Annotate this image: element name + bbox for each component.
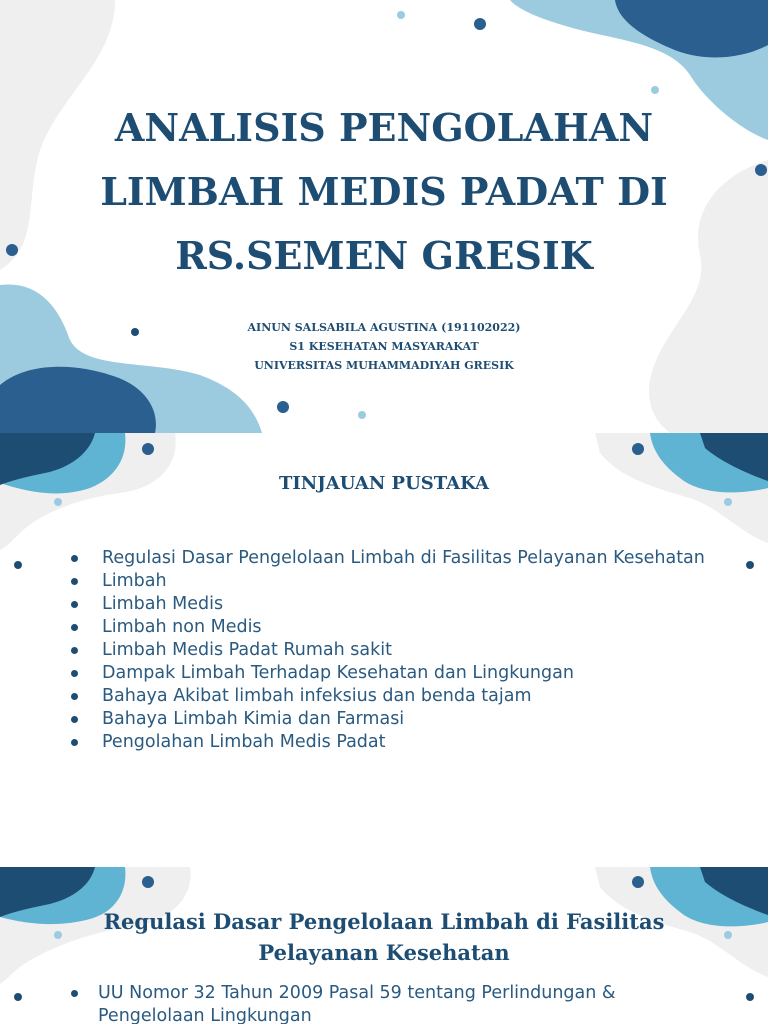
list-item	[68, 570, 705, 593]
list-item-text: Limbah	[102, 571, 167, 591]
bullet-icon	[71, 990, 78, 997]
list-item-text: Pengolahan Limbah Medis Padat	[102, 732, 386, 752]
list-item	[68, 685, 705, 708]
author-info	[184, 318, 584, 375]
list-item-text: Dampak Limbah Terhadap Kesehatan dan Lingkungan	[102, 663, 574, 683]
title-line: LIMBAH MEDIS PADAT DI	[100, 169, 668, 214]
title-slide	[0, 0, 768, 433]
title-line: RS.SEMEN GRESIK	[175, 233, 593, 278]
list-item	[68, 708, 705, 731]
author-name: AINUN SALSABILA AGUSTINA (191102022)	[247, 321, 521, 334]
author-program: S1 KESEHATAN MASYARAKAT	[289, 340, 479, 353]
list-item	[68, 593, 705, 616]
list-item	[68, 547, 705, 570]
bullet-icon	[71, 670, 78, 677]
regulation-slide	[0, 867, 768, 1024]
list-item-text: Limbah Medis Padat Rumah sakit	[102, 640, 392, 660]
regulation-list	[68, 982, 698, 1024]
list-item-text: UU Nomor 32 Tahun 2009 Pasal 59 tentang Perlindungan & Pengelolaan Lingkungan	[98, 983, 616, 1024]
list-item-text: Limbah non Medis	[102, 617, 262, 637]
topic-list	[68, 547, 705, 754]
bullet-icon	[71, 624, 78, 631]
list-item-text: Bahaya Akibat limbah infeksius dan benda tajam	[102, 686, 532, 706]
bullet-icon	[71, 601, 78, 608]
list-item-text: Limbah Medis	[102, 594, 224, 614]
presentation-title	[84, 96, 684, 288]
list-item	[68, 662, 705, 685]
bullet-icon	[71, 647, 78, 654]
bullet-icon	[71, 693, 78, 700]
section-heading: TINJAUAN PUSTAKA	[278, 473, 490, 494]
bullet-icon	[71, 716, 78, 723]
list-item	[68, 616, 705, 639]
list-item-text: Regulasi Dasar Pengelolaan Limbah di Fasilitas Pelayanan Kesehatan	[102, 548, 705, 568]
bullet-icon	[71, 739, 78, 746]
title-line: ANALISIS PENGOLAHAN	[114, 105, 654, 150]
list-item	[68, 982, 698, 1024]
bullet-icon	[71, 578, 78, 585]
list-item	[68, 731, 705, 754]
slide-title: Regulasi Dasar Pengelolaan Limbah di Fasilitas Pelayanan Kesehatan	[103, 909, 665, 965]
author-university: UNIVERSITAS MUHAMMADIYAH GRESIK	[254, 359, 514, 372]
bullet-icon	[71, 555, 78, 562]
review-slide	[0, 433, 768, 867]
list-item-text: Bahaya Limbah Kimia dan Farmasi	[102, 709, 405, 729]
list-item	[68, 639, 705, 662]
